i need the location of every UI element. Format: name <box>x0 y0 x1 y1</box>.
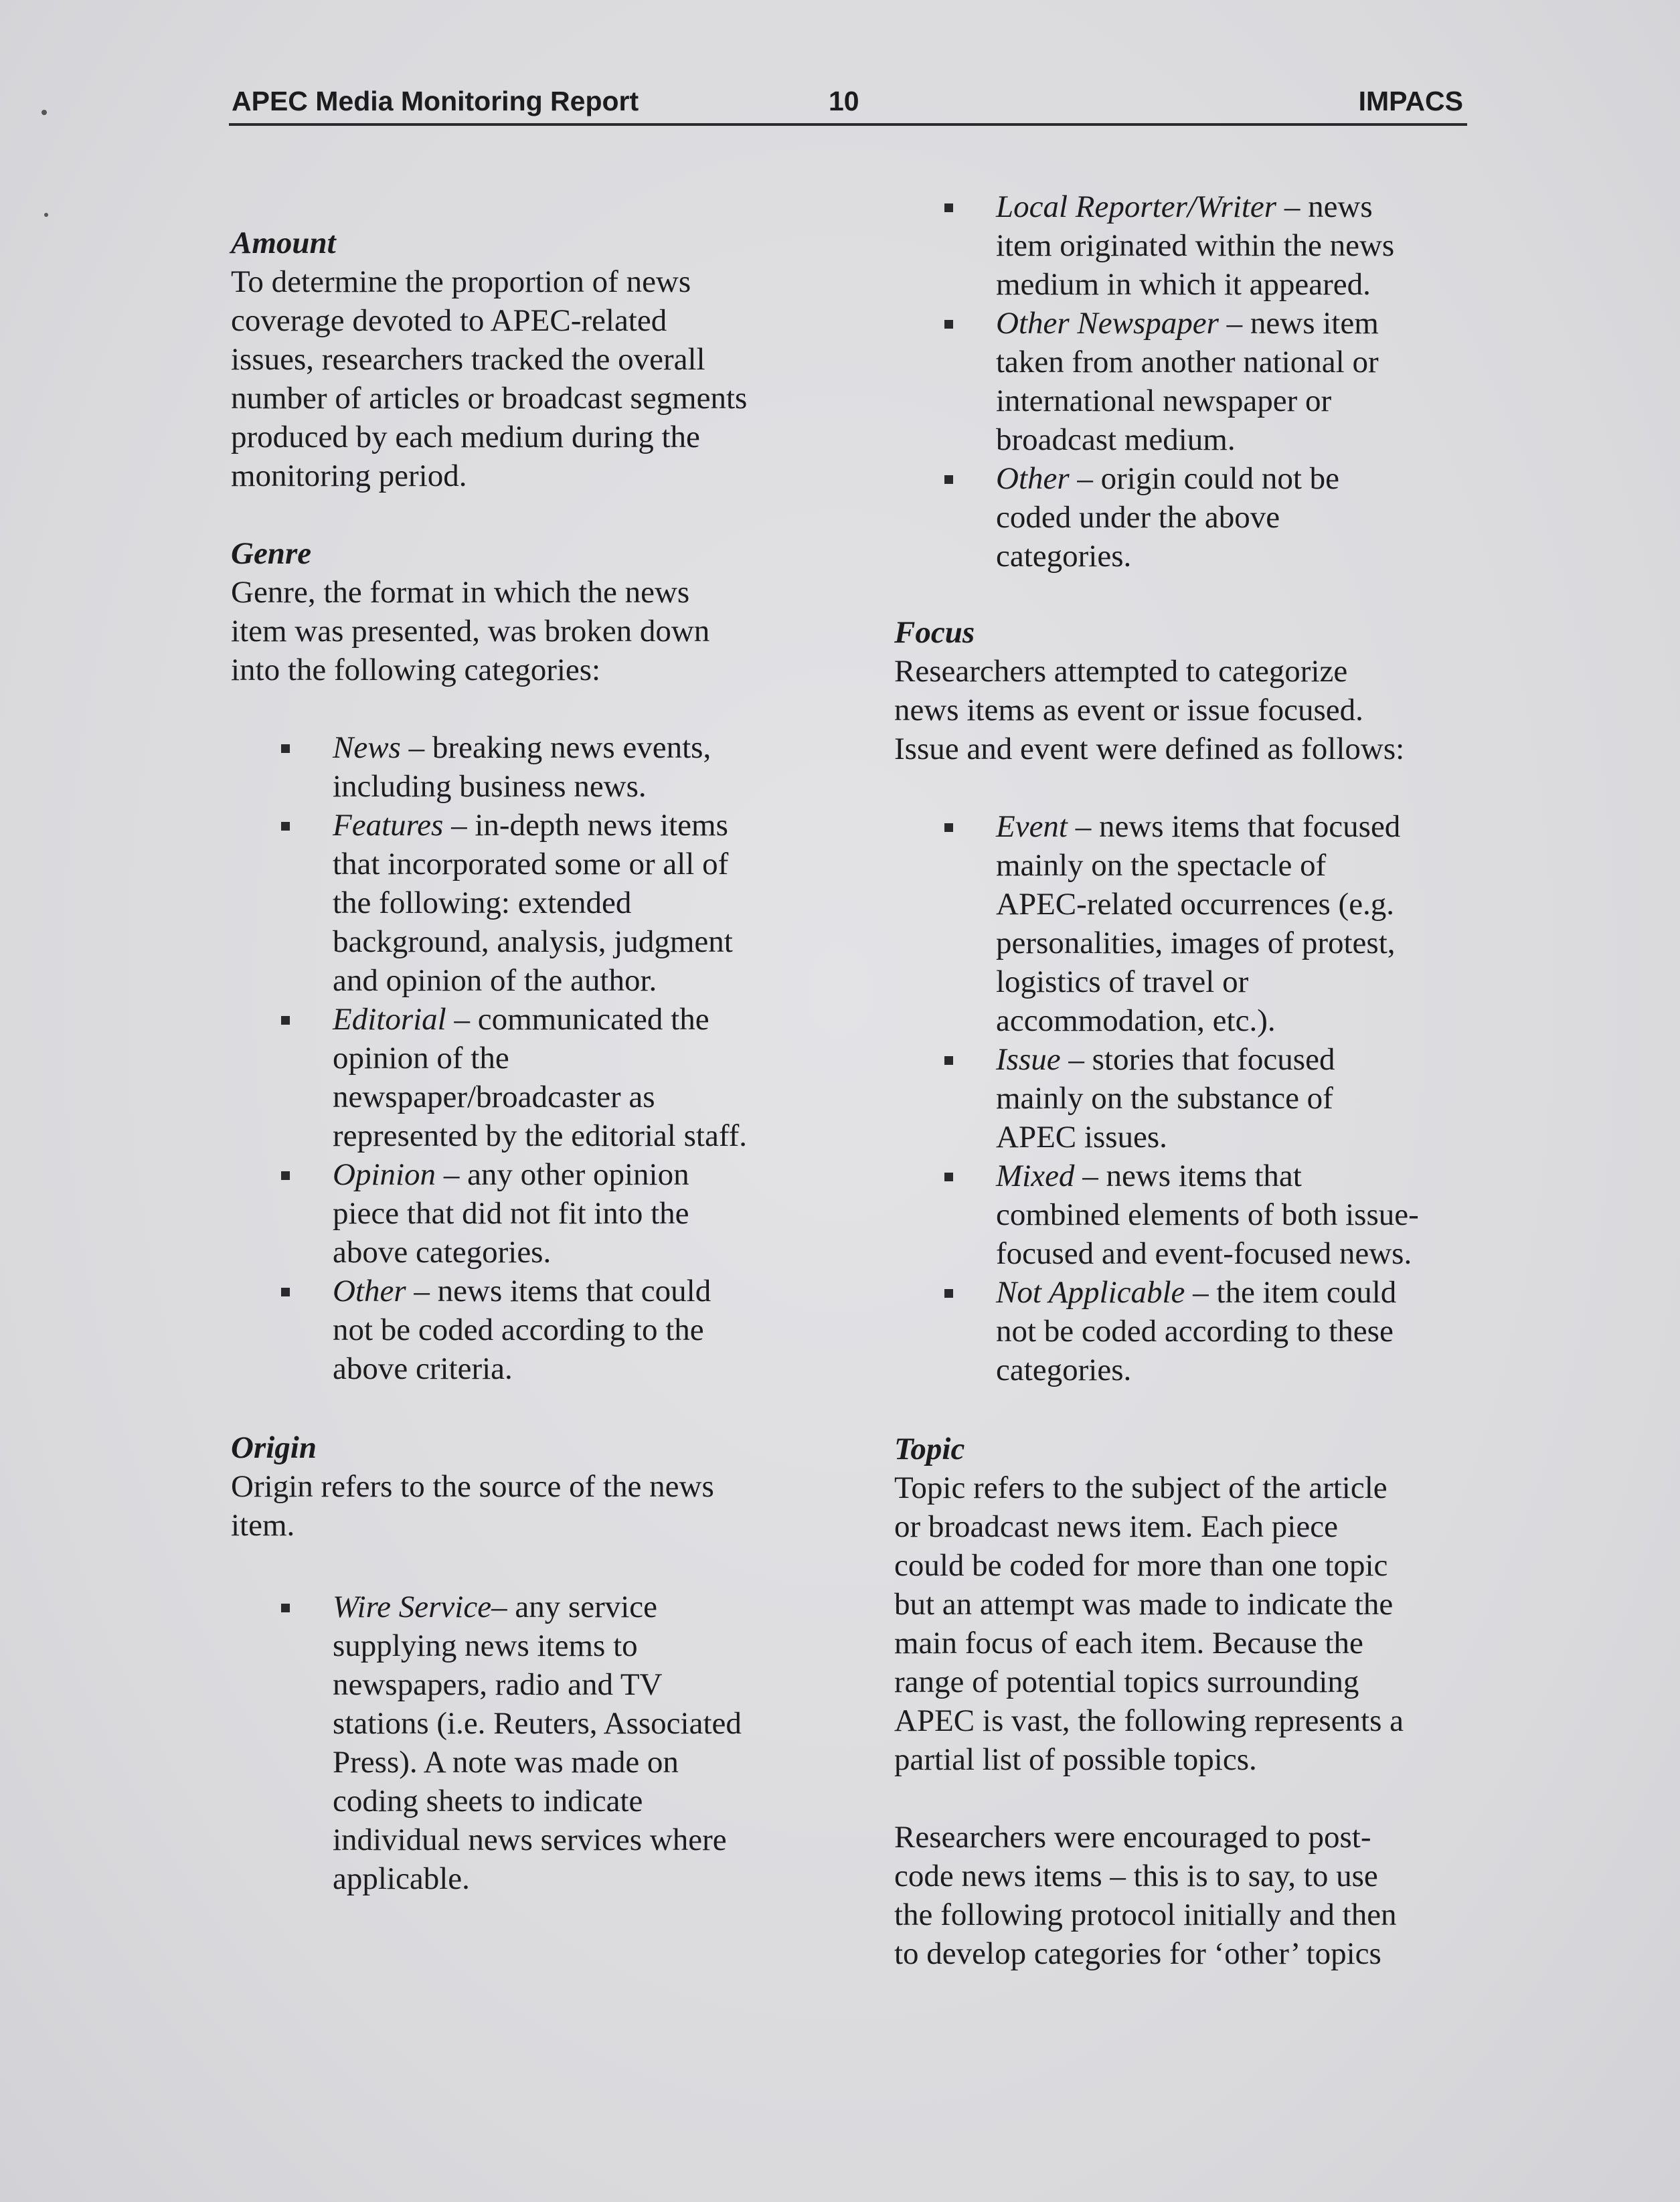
item-text: represented by the editorial staff. <box>333 1118 748 1153</box>
list-item <box>231 1000 807 1155</box>
paragraph-line: To determine the proportion of news <box>231 264 691 299</box>
list-item <box>894 807 1483 1040</box>
item-text: – communicated the <box>446 1002 709 1037</box>
item-text: stations (i.e. Reuters, Associated <box>333 1706 742 1741</box>
item-text: the following: extended <box>333 885 632 920</box>
item-text: newspapers, radio and TV <box>333 1667 663 1702</box>
bullet-icon <box>944 475 953 484</box>
item-text: applicable. <box>333 1861 470 1896</box>
paragraph-line: range of potential topics surrounding <box>894 1665 1359 1699</box>
item-text: not be coded according to these <box>996 1314 1394 1349</box>
item-text: international newspaper or <box>996 384 1332 418</box>
item-text: broadcast medium. <box>996 422 1236 457</box>
item-term: News <box>333 730 401 765</box>
paragraph-line: main focus of each item. Because the <box>894 1626 1363 1661</box>
item-text: categories. <box>996 539 1132 574</box>
bullet-icon <box>281 1171 290 1180</box>
list-item <box>894 1273 1483 1389</box>
item-term: Editorial <box>333 1002 446 1037</box>
item-text: – news items that <box>1074 1159 1302 1193</box>
item-term: Not Applicable <box>996 1275 1185 1310</box>
item-text: item originated within the news <box>996 228 1395 263</box>
item-text: coding sheets to indicate <box>333 1784 643 1818</box>
paragraph-line: item. <box>231 1508 295 1543</box>
paragraph-line: into the following categories: <box>231 653 601 687</box>
bullet-icon <box>281 744 290 753</box>
item-text: piece that did not fit into the <box>333 1196 689 1231</box>
item-text: above criteria. <box>333 1351 513 1386</box>
paragraph-line: news items as event or issue focused. <box>894 693 1363 728</box>
item-text: supplying news items to <box>333 1628 638 1663</box>
item-text: – stories that focused <box>1060 1042 1335 1077</box>
list-item <box>894 1157 1483 1273</box>
bullet-icon <box>944 320 953 329</box>
list-item <box>231 1272 807 1388</box>
paragraph-line: Origin refers to the source of the news <box>231 1469 714 1504</box>
list-item <box>894 304 1483 459</box>
section-genre <box>231 534 807 689</box>
bullet-icon <box>944 823 953 832</box>
item-term: Event <box>996 809 1068 844</box>
paragraph-line: Researchers were encouraged to post- <box>894 1820 1371 1855</box>
item-term: Other <box>333 1274 406 1308</box>
focus-list <box>894 807 1483 1389</box>
item-text: including business news. <box>333 769 647 804</box>
list-item <box>894 459 1483 576</box>
bullet-icon <box>944 1056 953 1065</box>
item-text: Press). A note was made on <box>333 1745 679 1780</box>
section-heading: Focus <box>894 615 975 650</box>
item-text: – news item <box>1218 306 1379 341</box>
list-item <box>894 1040 1483 1157</box>
item-text: categories. <box>996 1353 1132 1387</box>
item-term: Other Newspaper <box>996 306 1219 341</box>
list-item <box>894 187 1483 304</box>
bullet-icon <box>281 1604 290 1612</box>
origin-list <box>231 1588 807 1898</box>
item-term: Issue <box>996 1042 1061 1077</box>
paragraph-line: code news items – this is to say, to use <box>894 1859 1378 1893</box>
bullet-icon <box>944 1289 953 1298</box>
paragraph-line: to develop categories for ‘other’ topics <box>894 1936 1381 1971</box>
item-text: accommodation, etc.). <box>996 1003 1276 1038</box>
item-text: taken from another national or <box>996 345 1379 379</box>
paragraph-line: produced by each medium during the <box>231 420 700 454</box>
item-text: personalities, images of protest, <box>996 926 1396 960</box>
section-amount <box>231 224 807 495</box>
item-text: logistics of travel or <box>996 964 1249 999</box>
item-text: that incorporated some or all of <box>333 847 729 881</box>
item-text: background, analysis, judgment <box>333 924 733 959</box>
paragraph-line: but an attempt was made to indicate the <box>894 1587 1394 1622</box>
item-text: newspaper/broadcaster as <box>333 1080 655 1114</box>
paragraph-line: coverage devoted to APEC-related <box>231 303 667 338</box>
paragraph-line: Researchers attempted to categorize <box>894 654 1348 689</box>
item-text: APEC issues. <box>996 1120 1167 1155</box>
item-term: Features <box>333 808 444 843</box>
bullet-icon <box>281 1016 290 1025</box>
item-text: – news items that focused <box>1068 809 1401 844</box>
item-text: APEC-related occurrences (e.g. <box>996 887 1395 922</box>
item-text: – any other opinion <box>436 1157 689 1192</box>
paragraph-line: issues, researchers tracked the overall <box>231 342 705 377</box>
list-item <box>231 1155 807 1272</box>
item-term: Local Reporter/Writer <box>996 189 1277 224</box>
page-header <box>229 86 1467 126</box>
section-focus <box>894 613 1483 768</box>
item-term: Opinion <box>333 1157 436 1192</box>
header-organization: IMPACS <box>1358 86 1463 116</box>
item-text: not be coded according to the <box>333 1312 704 1347</box>
item-text: – origin could not be <box>1069 461 1340 496</box>
item-text: mainly on the spectacle of <box>996 848 1327 883</box>
section-heading: Genre <box>231 536 312 571</box>
section-topic-protocol <box>894 1818 1483 1973</box>
genre-list <box>231 728 807 1388</box>
paragraph-line: or broadcast news item. Each piece <box>894 1509 1338 1544</box>
origin-list-continued <box>894 187 1483 576</box>
item-text: opinion of the <box>333 1041 509 1076</box>
speck-mark <box>44 213 48 217</box>
speck-mark <box>41 110 47 115</box>
list-item <box>231 806 807 1000</box>
section-origin <box>231 1428 807 1545</box>
item-text: – in-depth news items <box>443 808 728 843</box>
paragraph-line: APEC is vast, the following represents a <box>894 1703 1404 1738</box>
item-text: mainly on the substance of <box>996 1081 1333 1116</box>
paragraph-line: the following protocol initially and then <box>894 1897 1397 1932</box>
bullet-icon <box>281 822 290 831</box>
list-item <box>231 728 807 806</box>
paragraph-line: Issue and event were defined as follows: <box>894 732 1405 766</box>
paragraph-line: could be coded for more than one topic <box>894 1548 1388 1583</box>
item-text: individual news services where <box>333 1823 727 1857</box>
item-text: and opinion of the author. <box>333 963 657 998</box>
header-report-title: APEC Media Monitoring Report <box>232 86 639 116</box>
section-heading: Origin <box>231 1430 317 1465</box>
paragraph-line: Genre, the format in which the news <box>231 575 690 610</box>
item-text: medium in which it appeared. <box>996 267 1371 302</box>
item-text: – the item could <box>1185 1275 1397 1310</box>
section-heading: Topic <box>894 1432 965 1466</box>
item-text: coded under the above <box>996 500 1280 535</box>
bullet-icon <box>281 1288 290 1296</box>
bullet-icon <box>944 1173 953 1181</box>
item-text: focused and event-focused news. <box>996 1236 1412 1271</box>
item-term: Mixed <box>996 1159 1075 1193</box>
item-term: Wire Service <box>333 1590 492 1624</box>
item-text: – breaking news events, <box>400 730 711 765</box>
paragraph-line: monitoring period. <box>231 458 467 493</box>
paragraph-line: partial list of possible topics. <box>894 1742 1257 1777</box>
item-text: – news items that could <box>406 1274 711 1308</box>
section-heading: Amount <box>231 226 336 260</box>
list-item <box>231 1588 807 1898</box>
header-page-number: 10 <box>829 86 859 116</box>
paragraph-line: number of articles or broadcast segments <box>231 381 748 416</box>
item-text: – any service <box>491 1590 658 1624</box>
section-topic <box>894 1430 1483 1779</box>
item-text: – news <box>1276 189 1373 224</box>
item-text: combined elements of both issue- <box>996 1197 1419 1232</box>
item-term: Other <box>996 461 1070 496</box>
paragraph-line: Topic refers to the subject of the article <box>894 1470 1388 1505</box>
item-text: above categories. <box>333 1235 552 1270</box>
bullet-icon <box>944 203 953 212</box>
paragraph-line: item was presented, was broken down <box>231 614 710 649</box>
